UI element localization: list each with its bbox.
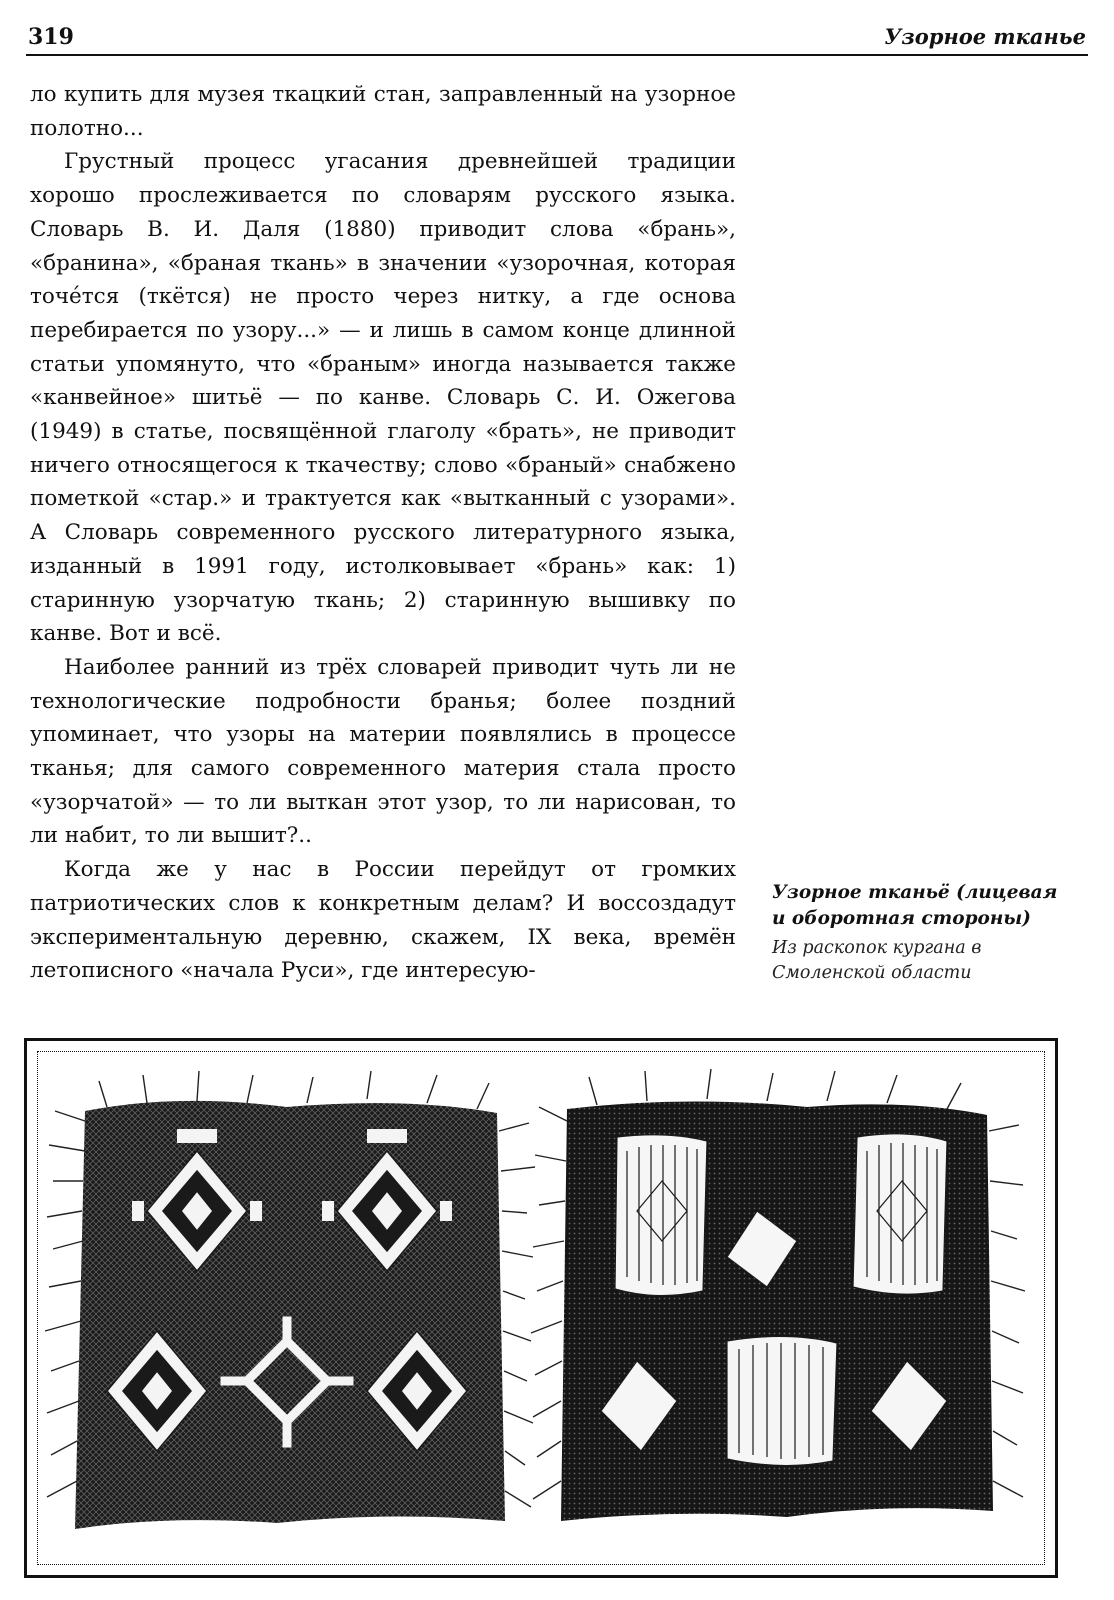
body-text-column [30,78,736,988]
fabric-back-side [531,1069,1025,1521]
paragraph-1: ло купить для музея ткацкий стан, заправленный на узорное полотно... [30,82,736,141]
figure-caption [772,880,1072,986]
page-number: 319 [28,24,74,50]
caption-title: Узорное тканьё (лицевая и оборотная стороны) [772,882,1058,929]
paragraph-3: Наиболее ранний из трёх словарей приводит чуть ли не технологические подробности бранья; более поздний упоминает, что узоры на материи появлялись в процессе тканья; для самого современного материя стала просто «узорчатой» — то ли выткан этот узор, то ли нарисован, то ли набит, то ли вышит?.. [30,654,736,849]
paragraph-4: Когда же у нас в России перейдут от громких патриотических слов к конкретным делам? И воссоздадут экспериментальную деревню, скажем, IX века, времён летописного «начала Руси», где интересую- [30,857,736,984]
fabric-face-side [45,1071,535,1529]
caption-source: Из раскопок кургана в Смоленской области [772,938,982,983]
section-title: Узорное тканье [884,24,1086,49]
figure-frame [24,1038,1058,1578]
header-rule [26,54,1088,56]
paragraph-2: Грустный процесс угасания древнейшей традиции хорошо прослеживается по словарям русского языка. Словарь В. И. Даля (1880) приводит слова «брань», «бранина», «браная ткань» в значении «узорочная, которая точе́тся (ткётся) не просто через нитку, а где основа перебирается по узору...» — и лишь в самом конце длинной статьи упомянуто, что «браным» иногда называется также «канвейное» шитьё — по канве. Словарь С. И. Ожегова (1949) в статье, посвящённой глаголу «брать», не приводит ничего относящегося к ткачеству; слово «браный» снабжено пометкой «стар.» и трактуется как «вытканный с узорами». А Словарь современного русского литературного языка, изданный в 1991 году, истолковывает «брань» как: 1) старинную узорчатую ткань; 2) старинную вышивку по канве. Вот и всё. [30,149,736,647]
woven-fabric-illustration [27,1041,1055,1575]
